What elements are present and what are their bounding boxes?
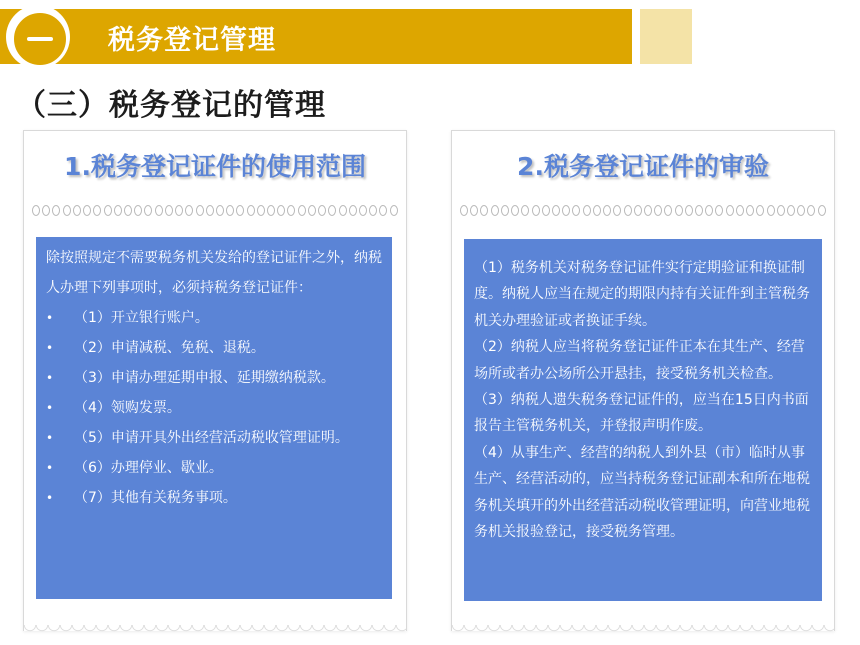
ring-icon xyxy=(124,205,132,216)
paragraph: （4）从事生产、经营的纳税人到外县（市）临时从事生产、经营活动的，应当持税务登记证副本和所在地税务机关填开的外出经营活动税收管理证明，向营业地税务机关报验登记，接受税务管理。 xyxy=(474,444,810,541)
ring-icon xyxy=(287,205,295,216)
ring-icon xyxy=(777,205,785,216)
ring-icon xyxy=(756,205,764,216)
bullet-icon: • xyxy=(46,371,54,385)
list-item xyxy=(46,303,382,333)
ring-icon xyxy=(807,205,815,216)
paragraph: （3）纳税人遗失税务登记证件的，应当在15日内书面报告主管税务机关，并登报声明作废。 xyxy=(474,392,809,435)
ring-icon xyxy=(787,205,795,216)
ring-icon xyxy=(501,205,509,216)
ring-icon xyxy=(644,205,652,216)
ring-icon xyxy=(624,205,632,216)
ring-icon xyxy=(695,205,703,216)
ring-icon xyxy=(797,205,805,216)
content-panel xyxy=(464,239,822,601)
ring-icon xyxy=(664,205,672,216)
list-item-text: （2）申请减税、免税、退税。 xyxy=(74,340,265,356)
paragraph: （2）纳税人应当将税务登记证件正本在其生产、经营场所或者办公场所公开悬挂，接受税务机关检查。 xyxy=(474,339,805,382)
paragraph: （1）税务机关对税务登记证件实行定期验证和换证制度。纳税人应当在规定的期限内持有关证件到主管税务机关办理验证或者换证手续。 xyxy=(474,260,810,329)
ring-icon xyxy=(114,205,122,216)
ring-icon xyxy=(379,205,387,216)
ring-icon xyxy=(236,205,244,216)
ring-icon xyxy=(328,205,336,216)
ring-icon xyxy=(634,205,642,216)
ring-icon xyxy=(73,205,81,216)
ring-icon xyxy=(369,205,377,216)
ring-icon xyxy=(339,205,347,216)
ring-icon xyxy=(521,205,529,216)
ring-icon xyxy=(134,205,142,216)
ring-icon xyxy=(267,205,275,216)
ring-icon xyxy=(196,205,204,216)
ring-icon xyxy=(349,205,357,216)
ring-icon xyxy=(542,205,550,216)
scalloped-edge xyxy=(24,625,406,639)
ring-icon xyxy=(32,205,40,216)
bullet-icon: • xyxy=(46,431,54,445)
ring-icon xyxy=(308,205,316,216)
list-item xyxy=(46,483,382,513)
ring-icon xyxy=(257,205,265,216)
ring-icon xyxy=(277,205,285,216)
bullet-icon: • xyxy=(46,461,54,475)
ring-icon xyxy=(726,205,734,216)
ring-icon xyxy=(460,205,468,216)
list-item-text: （1）开立银行账户。 xyxy=(74,310,209,326)
ring-icon xyxy=(83,205,91,216)
bullet-icon: • xyxy=(46,401,54,415)
ring-icon xyxy=(155,205,163,216)
ring-icon xyxy=(298,205,306,216)
ring-icon xyxy=(63,205,71,216)
bullet-icon: • xyxy=(46,491,54,505)
ring-icon xyxy=(42,205,50,216)
card-usage-scope xyxy=(23,130,407,631)
ring-icon xyxy=(390,205,398,216)
card-certificate-inspection xyxy=(451,130,835,631)
item-list xyxy=(46,303,382,513)
ring-icon xyxy=(104,205,112,216)
list-item-text: （7）其他有关税务事项。 xyxy=(74,490,237,506)
ring-icon xyxy=(675,205,683,216)
ring-icon xyxy=(572,205,580,216)
ring-icon xyxy=(93,205,101,216)
header-title: 税务登记管理 xyxy=(108,25,276,56)
ring-icon xyxy=(165,205,173,216)
list-item xyxy=(46,453,382,483)
ring-icon xyxy=(583,205,591,216)
card-heading: 1.税务登记证件的使用范围 xyxy=(64,152,366,181)
ring-icon xyxy=(216,205,224,216)
ring-icon xyxy=(552,205,560,216)
binder-rings xyxy=(460,205,826,219)
bullet-icon: • xyxy=(46,311,54,325)
list-item xyxy=(46,333,382,363)
list-item-text: （5）申请开具外出经营活动税收管理证明。 xyxy=(74,430,349,446)
list-item-text: （3）申请办理延期申报、延期缴纳税款。 xyxy=(74,370,335,386)
ring-icon xyxy=(144,205,152,216)
ring-icon xyxy=(603,205,611,216)
ring-icon xyxy=(736,205,744,216)
ring-icon xyxy=(685,205,693,216)
ring-icon xyxy=(52,205,60,216)
ring-icon xyxy=(593,205,601,216)
section-title: （三）税务登记的管理 xyxy=(16,88,326,123)
ring-icon xyxy=(226,205,234,216)
list-item xyxy=(46,393,382,423)
ring-icon xyxy=(705,205,713,216)
content-panel xyxy=(36,237,392,599)
ring-icon xyxy=(359,205,367,216)
ring-icon xyxy=(185,205,193,216)
header-bar xyxy=(0,9,632,64)
list-item-text: （4）领购发票。 xyxy=(74,400,181,416)
ring-icon xyxy=(613,205,621,216)
list-item xyxy=(46,423,382,453)
binder-rings xyxy=(32,205,398,219)
list-item xyxy=(46,363,382,393)
ring-icon xyxy=(511,205,519,216)
ring-icon xyxy=(175,205,183,216)
header-number-badge xyxy=(12,11,68,67)
bullet-icon: • xyxy=(46,341,54,355)
ring-icon xyxy=(318,205,326,216)
ring-icon xyxy=(562,205,570,216)
intro-text: 除按照规定不需要税务机关发给的登记证件之外，纳税人办理下列事项时，必须持税务登记证件： xyxy=(46,250,382,296)
ring-icon xyxy=(247,205,255,216)
ring-icon xyxy=(818,205,826,216)
scalloped-edge xyxy=(452,625,834,639)
ring-icon xyxy=(654,205,662,216)
ring-icon xyxy=(715,205,723,216)
ring-icon xyxy=(470,205,478,216)
ring-icon xyxy=(491,205,499,216)
ring-icon xyxy=(746,205,754,216)
ring-icon xyxy=(767,205,775,216)
ring-icon xyxy=(532,205,540,216)
header-accent-block xyxy=(640,9,692,64)
ring-icon xyxy=(206,205,214,216)
ring-icon xyxy=(480,205,488,216)
number-glyph xyxy=(27,37,53,41)
list-item-text: （6）办理停业、歇业。 xyxy=(74,460,223,476)
card-heading: 2.税务登记证件的审验 xyxy=(517,152,769,181)
